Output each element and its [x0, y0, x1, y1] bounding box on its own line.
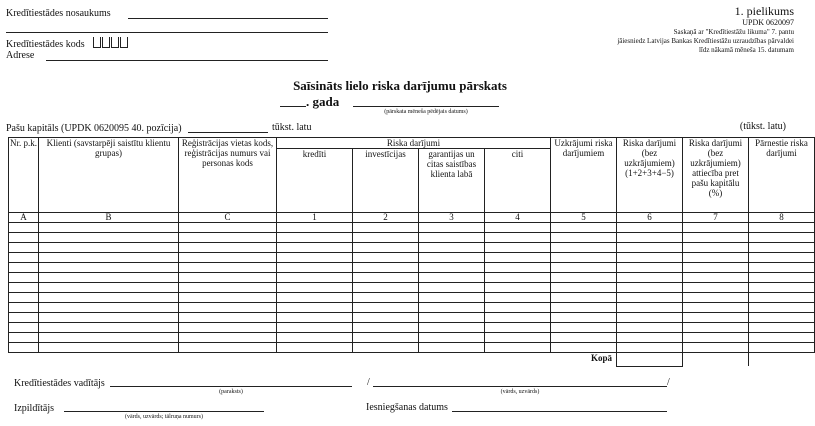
table-row	[9, 273, 815, 283]
table-cell[interactable]	[39, 233, 179, 243]
risk-sub-other: citi	[485, 149, 551, 213]
table-cell[interactable]	[617, 323, 683, 333]
column-letter: 7	[683, 213, 749, 223]
table-cell[interactable]	[683, 293, 749, 303]
column-letter: 1	[277, 213, 353, 223]
table-cell[interactable]	[485, 283, 551, 293]
table-cell[interactable]	[485, 243, 551, 253]
col-savings-header: Uzkrājumi riska darījumiem	[551, 138, 617, 213]
table-cell[interactable]	[9, 243, 39, 253]
table-row	[9, 263, 815, 273]
table-cell[interactable]	[617, 223, 683, 233]
head-signature-field[interactable]	[110, 386, 352, 387]
table-cell[interactable]	[39, 253, 179, 263]
executor-label: Izpildītājs	[14, 403, 54, 414]
table-row	[9, 283, 815, 293]
table-cell[interactable]	[551, 303, 617, 313]
col-risk-ratio-header: Riska darījumi (bez uzkrājumiem) attiecība pret pašu kapitālu (%)	[683, 138, 749, 213]
table-cell[interactable]	[9, 253, 39, 263]
table-cell[interactable]	[39, 283, 179, 293]
table-cell[interactable]	[683, 223, 749, 233]
address-label: Adrese	[6, 50, 35, 61]
table-cell[interactable]	[277, 323, 353, 333]
table-cell[interactable]	[551, 283, 617, 293]
table-cell[interactable]	[179, 333, 277, 343]
table-cell[interactable]	[683, 303, 749, 313]
table-cell[interactable]	[683, 233, 749, 243]
table-cell[interactable]	[9, 283, 39, 293]
table-cell[interactable]	[353, 293, 419, 303]
table-row	[9, 333, 815, 343]
year-suffix: . gada	[306, 94, 340, 109]
table-cell[interactable]	[683, 343, 749, 353]
table-cell[interactable]	[9, 323, 39, 333]
table-cell[interactable]	[39, 323, 179, 333]
table-cell[interactable]	[9, 343, 39, 353]
risk-sub-guarantees: garantijas un citas saistības klienta labā	[419, 149, 485, 213]
name-caption: (vārds, uzvārds)	[500, 389, 540, 395]
table-cell[interactable]	[749, 293, 815, 303]
table-unit: (tūkst. latu)	[739, 121, 786, 132]
table-row	[9, 343, 815, 353]
table-cell[interactable]	[683, 273, 749, 283]
table-cell[interactable]	[39, 243, 179, 253]
table-cell[interactable]	[551, 323, 617, 333]
col-risk-total-header: Riska darījumi (bez uzkrājumiem) (1+2+3+4−5)	[617, 138, 683, 213]
head-label: Kredītiestādes vadītājs	[14, 378, 105, 389]
table-cell[interactable]	[749, 343, 815, 353]
table-cell[interactable]	[419, 313, 485, 323]
table-cell[interactable]	[9, 333, 39, 343]
appendix-label: 1. pielikums	[734, 4, 794, 18]
table-cell[interactable]	[551, 223, 617, 233]
table-cell[interactable]	[617, 293, 683, 303]
table-cell[interactable]	[683, 323, 749, 333]
table-cell[interactable]	[551, 343, 617, 353]
table-cell[interactable]	[353, 323, 419, 333]
table-cell[interactable]	[749, 303, 815, 313]
year-field[interactable]	[280, 106, 306, 107]
capital-field[interactable]	[188, 132, 268, 133]
table-cell[interactable]	[179, 293, 277, 303]
column-letter: 3	[419, 213, 485, 223]
table-cell[interactable]	[617, 243, 683, 253]
table-cell[interactable]	[683, 313, 749, 323]
slash-left: /	[367, 377, 370, 388]
table-cell[interactable]	[39, 293, 179, 303]
column-letter-row	[9, 213, 815, 223]
submission-note-1: Saskaņā ar "Kredītiestāžu likuma" 7. pantu	[673, 28, 794, 36]
table-cell[interactable]	[9, 303, 39, 313]
institution-code-boxes[interactable]	[93, 37, 129, 50]
table-cell[interactable]	[485, 253, 551, 263]
table-cell[interactable]	[419, 293, 485, 303]
column-letter: B	[39, 213, 179, 223]
table-cell[interactable]	[277, 313, 353, 323]
table-cell[interactable]	[419, 303, 485, 313]
executor-field[interactable]	[64, 411, 264, 412]
table-cell[interactable]	[179, 313, 277, 323]
table-cell[interactable]	[551, 243, 617, 253]
table-cell[interactable]	[419, 243, 485, 253]
table-row	[9, 223, 815, 233]
col-registration-header: Reģistrācijas vietas kods, reģistrācijas numurs vai personas kods	[179, 138, 277, 213]
table-row	[9, 253, 815, 263]
table-cell[interactable]	[353, 263, 419, 273]
table-cell[interactable]	[39, 223, 179, 233]
total-exceeds[interactable]	[749, 353, 815, 367]
table-cell[interactable]	[749, 313, 815, 323]
table-row	[9, 233, 815, 243]
table-cell[interactable]	[277, 343, 353, 353]
table-cell[interactable]	[9, 313, 39, 323]
table-cell[interactable]	[179, 303, 277, 313]
submission-date-label: Iesniegšanas datums	[366, 402, 448, 413]
report-date-caption: (pārskata mēneša pēdējais datums)	[384, 109, 468, 115]
table-cell[interactable]	[277, 263, 353, 273]
table-cell[interactable]	[683, 243, 749, 253]
table-cell[interactable]	[617, 253, 683, 263]
table-cell[interactable]	[551, 253, 617, 263]
table-cell[interactable]	[485, 303, 551, 313]
table-cell[interactable]	[9, 293, 39, 303]
table-row	[9, 313, 815, 323]
table-cell[interactable]	[179, 283, 277, 293]
col-clients-header: Klienti (savstarpēji saistītu klientu grupas)	[39, 138, 179, 213]
table-cell[interactable]	[551, 293, 617, 303]
table-cell[interactable]	[749, 233, 815, 243]
table-cell[interactable]	[485, 343, 551, 353]
table-cell[interactable]	[749, 263, 815, 273]
table-cell[interactable]	[485, 313, 551, 323]
table-cell[interactable]	[749, 273, 815, 283]
table-cell[interactable]	[419, 343, 485, 353]
table-cell[interactable]	[39, 343, 179, 353]
report-date-field[interactable]	[353, 106, 499, 107]
table-cell[interactable]	[683, 333, 749, 343]
table-cell[interactable]	[485, 273, 551, 283]
table-cell[interactable]	[419, 323, 485, 333]
column-letter: A	[9, 213, 39, 223]
table-cell[interactable]	[683, 283, 749, 293]
table-cell[interactable]	[277, 223, 353, 233]
slash-right: /	[667, 377, 670, 388]
table-row	[9, 303, 815, 313]
table-cell[interactable]	[419, 263, 485, 273]
submission-note-2: jāiesniedz Latvijas Bankas Kredītiestāžu uzraudzības pārvaldei	[617, 37, 794, 45]
table-cell[interactable]	[683, 253, 749, 263]
table-cell[interactable]	[179, 233, 277, 243]
table-cell[interactable]	[485, 323, 551, 333]
col-nr-header: Nr. p.k.	[9, 138, 39, 213]
table-cell[interactable]	[9, 223, 39, 233]
risk-sub-credits: kredīti	[277, 149, 353, 213]
report-title: Saīsināts lielo riska darījumu pārskats	[293, 78, 507, 93]
table-cell[interactable]	[179, 273, 277, 283]
table-cell[interactable]	[749, 243, 815, 253]
table-cell[interactable]	[353, 233, 419, 243]
table-cell[interactable]	[617, 273, 683, 283]
table-cell[interactable]	[9, 273, 39, 283]
table-cell[interactable]	[617, 263, 683, 273]
column-letter: C	[179, 213, 277, 223]
capital-unit: tūkst. latu	[272, 122, 312, 133]
table-cell[interactable]	[277, 243, 353, 253]
table-cell[interactable]	[179, 223, 277, 233]
table-cell[interactable]	[419, 333, 485, 343]
table-cell[interactable]	[353, 243, 419, 253]
table-cell[interactable]	[683, 263, 749, 273]
risk-group-header: Riska darījumi	[277, 138, 551, 149]
table-cell[interactable]	[277, 303, 353, 313]
table-cell[interactable]	[485, 233, 551, 243]
table-cell[interactable]	[551, 273, 617, 283]
table-cell[interactable]	[353, 313, 419, 323]
table-cell[interactable]	[419, 253, 485, 263]
table-cell[interactable]	[419, 233, 485, 243]
table-cell[interactable]	[179, 243, 277, 253]
institution-code-label: Kredītiestādes kods	[6, 37, 129, 50]
institution-name-field-2[interactable]	[6, 32, 328, 33]
table-cell[interactable]	[617, 283, 683, 293]
table-cell[interactable]	[9, 233, 39, 243]
table-cell[interactable]	[39, 333, 179, 343]
table-cell[interactable]	[353, 223, 419, 233]
table-cell[interactable]	[179, 253, 277, 263]
table-cell[interactable]	[353, 273, 419, 283]
risk-table	[8, 137, 815, 367]
table-cell[interactable]	[485, 293, 551, 303]
capital-label: Pašu kapitāls (UPDK 0620095 40. pozīcija)	[6, 123, 182, 134]
table-row	[9, 293, 815, 303]
table-cell[interactable]	[617, 313, 683, 323]
col-exceeds-header: Pārnestie riska darījumi	[749, 138, 815, 213]
table-cell[interactable]	[353, 303, 419, 313]
table-cell[interactable]	[419, 223, 485, 233]
address-field[interactable]	[46, 60, 328, 61]
table-cell[interactable]	[749, 253, 815, 263]
head-name-field[interactable]	[373, 386, 667, 387]
table-cell[interactable]	[551, 263, 617, 273]
table-cell[interactable]	[617, 233, 683, 243]
table-cell[interactable]	[419, 273, 485, 283]
table-cell[interactable]	[749, 283, 815, 293]
table-cell[interactable]	[39, 313, 179, 323]
table-cell[interactable]	[353, 343, 419, 353]
table-cell[interactable]	[277, 333, 353, 343]
table-cell[interactable]	[39, 263, 179, 273]
table-cell[interactable]	[277, 283, 353, 293]
table-cell[interactable]	[277, 273, 353, 283]
table-cell[interactable]	[749, 223, 815, 233]
total-label: Kopā	[9, 353, 617, 367]
institution-name-label: Kredītiestādes nosaukums	[6, 8, 111, 19]
table-cell[interactable]	[353, 333, 419, 343]
table-cell[interactable]	[617, 333, 683, 343]
table-cell[interactable]	[419, 283, 485, 293]
column-letter: 8	[749, 213, 815, 223]
table-cell[interactable]	[353, 253, 419, 263]
submission-date-field[interactable]	[452, 411, 667, 412]
column-letter: 5	[551, 213, 617, 223]
table-cell[interactable]	[179, 263, 277, 273]
table-cell[interactable]	[39, 303, 179, 313]
table-cell[interactable]	[551, 233, 617, 243]
risk-sub-investments: investīcijas	[353, 149, 419, 213]
submission-note-3: līdz nākamā mēneša 15. datumam	[698, 46, 794, 54]
table-cell[interactable]	[749, 333, 815, 343]
total-risk[interactable]	[617, 353, 683, 367]
table-row	[9, 243, 815, 253]
table-cell[interactable]	[485, 333, 551, 343]
form-code: UPDK 0620097	[742, 18, 794, 27]
table-cell[interactable]	[179, 323, 277, 333]
table-cell[interactable]	[485, 263, 551, 273]
table-row	[9, 323, 815, 333]
table-cell[interactable]	[179, 343, 277, 353]
column-letter: 4	[485, 213, 551, 223]
table-cell[interactable]	[617, 343, 683, 353]
table-cell[interactable]	[39, 273, 179, 283]
signature-caption: (paraksts)	[219, 389, 243, 395]
column-letter: 6	[617, 213, 683, 223]
table-cell[interactable]	[277, 233, 353, 243]
table-cell[interactable]	[551, 313, 617, 323]
table-cell[interactable]	[353, 283, 419, 293]
table-cell[interactable]	[485, 223, 551, 233]
institution-name-field[interactable]	[128, 18, 328, 19]
table-cell[interactable]	[277, 253, 353, 263]
executor-caption: (vārds, uzvārds; tālruņa numurs)	[125, 414, 203, 420]
table-cell[interactable]	[749, 323, 815, 333]
table-cell[interactable]	[617, 303, 683, 313]
table-cell[interactable]	[551, 333, 617, 343]
table-cell[interactable]	[9, 263, 39, 273]
table-cell[interactable]	[277, 293, 353, 303]
column-letter: 2	[353, 213, 419, 223]
